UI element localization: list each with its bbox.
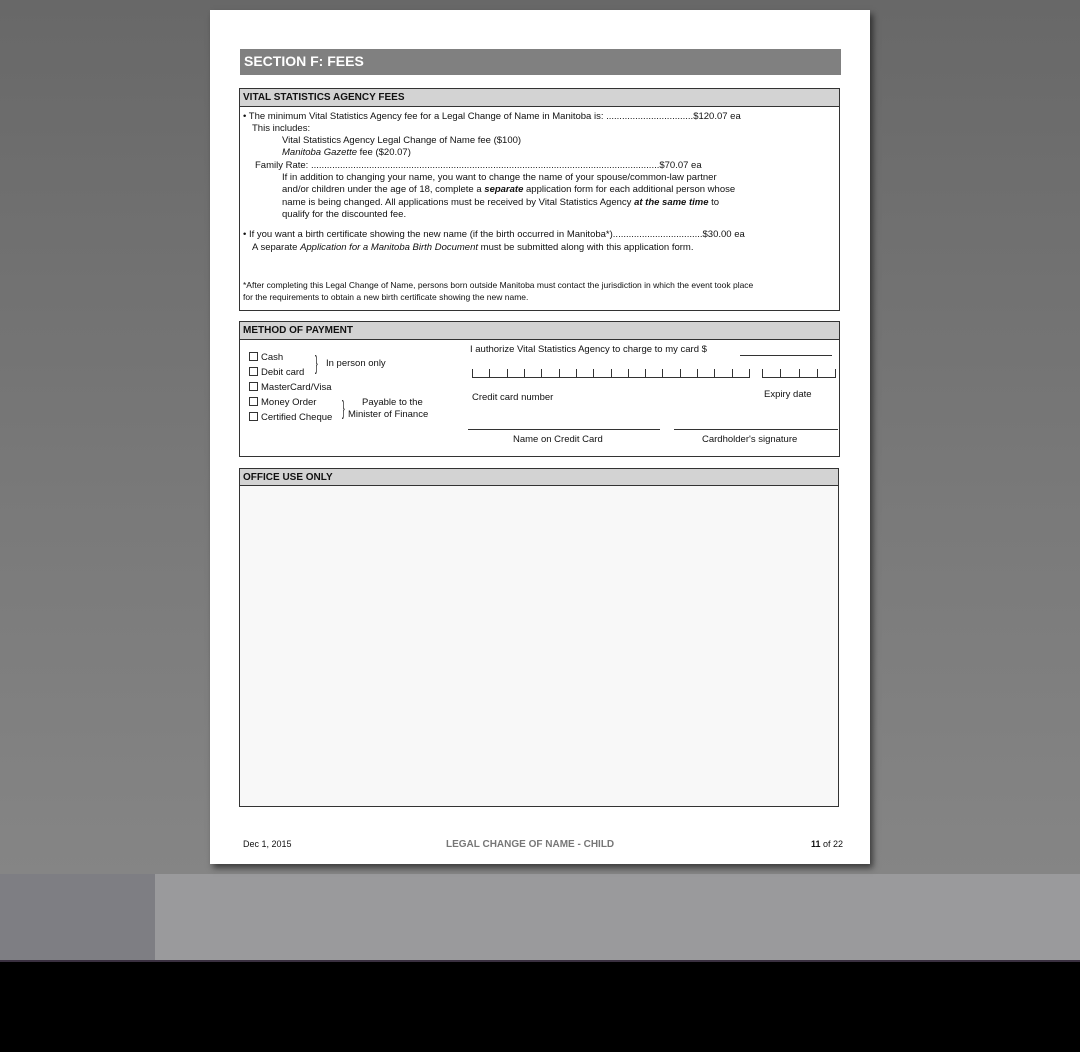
screen-bottom [0,960,1080,1052]
tick-mark [628,369,629,377]
fees-line2b [252,242,693,254]
tick-mark [472,369,473,377]
viewer-bottom-panel [0,874,155,961]
fees-box [239,88,840,311]
fees-note2: for the requirements to obtain a new birth certificate showing the new name. [243,292,529,302]
fees-family: Family Rate: ....................................................................................................................................$70.07 ea [255,160,702,171]
tick-mark [524,369,525,377]
fees-line2: • If you want a birth certificate showing the new name (if the birth occurred in Manitoba*)..................................$30.00 ea [243,229,745,240]
tick-mark [507,369,508,377]
gazette-fee: fee ($20.07) [357,147,411,158]
tick-mark [559,369,560,377]
tick-mark [611,369,612,377]
payable-note2: Minister of Finance [348,409,429,420]
checkbox[interactable] [249,412,258,421]
tick-mark [489,369,490,377]
tick-mark [817,369,818,377]
brace-icon: } [342,398,345,420]
family-p4: qualify for the discounted fee. [282,209,407,220]
fees-inc2 [282,147,411,159]
tick-mark [714,369,715,377]
family-p3 [282,197,719,209]
tick-mark [697,369,698,377]
fees-includes: This includes: [252,123,311,134]
document-page [210,10,870,864]
tick-mark [732,369,733,377]
t: 11 [811,839,821,849]
tick-mark [680,369,681,377]
tick-mark [749,369,750,377]
payment-box [239,321,840,457]
viewer-bottom-bar [0,874,1080,961]
option-debit[interactable] [249,367,304,379]
t: name is being changed. All applications must be received by Vital Statistics Agency [282,197,635,208]
family-p1: If in addition to changing your name, you want to change the name of your spouse/common-law partner [282,172,717,183]
card-number-label: Credit card number [472,392,554,403]
tick-mark [645,369,646,377]
checkbox[interactable] [249,367,258,376]
checkbox[interactable] [249,397,258,406]
name-on-card-field[interactable] [468,429,660,430]
t: MasterCard/Visa [261,382,332,393]
tick-mark [835,369,836,377]
t: of 22 [820,839,844,849]
tick-mark [762,369,763,377]
tick-mark [541,369,542,377]
signature-label: Cardholder's signature [702,434,798,445]
in-person-note: In person only [326,358,386,369]
option-cash[interactable] [249,352,283,364]
footer-date: Dec 1, 2015 [243,839,292,849]
fees-inc1: Vital Statistics Agency Legal Change of Name fee ($100) [282,135,522,146]
t: application form for each additional person whose [523,184,736,195]
tick-mark [662,369,663,377]
footer-page [811,839,843,849]
fees-header: VITAL STATISTICS AGENCY FEES [240,89,839,107]
tick-mark [799,369,800,377]
payment-header: METHOD OF PAYMENT [240,322,839,340]
t: to [708,197,720,208]
office-header: OFFICE USE ONLY [240,469,838,486]
signature-field[interactable] [674,429,838,430]
t: Cash [261,352,284,363]
footer-title: LEGAL CHANGE OF NAME - CHILD [446,839,615,850]
name-on-card-label: Name on Credit Card [513,434,603,445]
t: Certified Cheque [261,412,333,423]
amount-field[interactable] [740,355,832,356]
payable-note1: Payable to the [362,397,423,408]
t: must be submitted along with this application form. [478,242,694,253]
t: A separate [252,242,301,253]
t: at the same time [634,197,709,208]
option-certified-cheque[interactable] [249,412,332,424]
gazette-italic: Manitoba Gazette [282,147,357,158]
tick-mark [780,369,781,377]
checkbox[interactable] [249,352,258,361]
option-money-order[interactable] [249,397,316,409]
t: Application for a Manitoba Birth Document [300,242,479,253]
fees-line1: • The minimum Vital Statistics Agency fee for a Legal Change of Name in Manitoba is: .................................$120.07 ea [243,111,741,122]
expiry-date-field[interactable] [762,369,836,378]
family-p2 [282,184,735,196]
fees-note1: *After completing this Legal Change of Name, persons born outside Manitoba must contact the jurisdiction in which the event took place [243,280,754,290]
expiry-label: Expiry date [764,389,812,400]
t: Debit card [261,367,305,378]
section-title: SECTION F: FEES [240,49,841,75]
t: Money Order [261,397,317,408]
brace-icon: } [315,353,318,375]
checkbox[interactable] [249,382,258,391]
option-mastercard-visa[interactable] [249,382,332,394]
tick-mark [576,369,577,377]
tick-mark [593,369,594,377]
t: separate [484,184,524,195]
t: and/or children under the age of 18, complete a [282,184,485,195]
authorize-text: I authorize Vital Statistics Agency to charge to my card $ [470,344,707,355]
credit-card-number-field[interactable] [472,369,750,378]
office-use-box [239,468,839,807]
